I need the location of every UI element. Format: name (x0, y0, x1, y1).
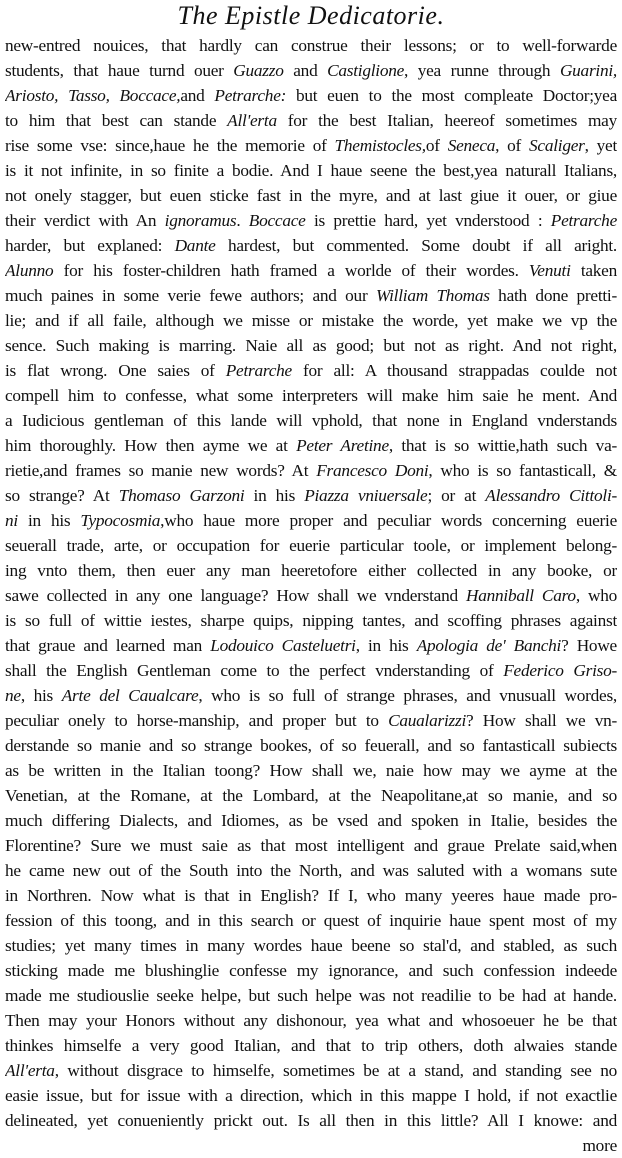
italic-proper-name: Lodouico Casteluetri (210, 636, 356, 655)
text-run: new-entred nouices, that hardly can construe their lessons; or to well-forwarde (5, 36, 617, 55)
italic-proper-name: All'erta (5, 1061, 55, 1080)
text-line (5, 1108, 617, 1133)
italic-proper-name: Apologia de' Banchi (416, 636, 562, 655)
text-run: rise some vse: since,haue he the memorie of (5, 136, 335, 155)
text-run: fession of this toong, and in this search or quest of inquirie haue spent most of my (5, 911, 617, 930)
italic-proper-name: Thomaso Garzoni (118, 486, 245, 505)
text-line (5, 433, 617, 458)
text-run: peculiar onely to horse-manship, and proper but to (5, 711, 389, 730)
text-line (5, 958, 617, 983)
text-line (5, 633, 617, 658)
italic-proper-name: All'erta (227, 111, 277, 130)
text-run: him thoroughly. How then ayme we at (5, 436, 297, 455)
text-line (5, 683, 617, 708)
text-run: for all: A thousand strappadas coulde not (291, 361, 617, 380)
text-run: their verdict with An (5, 211, 165, 230)
italic-proper-name: Boccace (248, 211, 306, 230)
italic-proper-name: Petrarche (225, 361, 292, 380)
text-run: in his (244, 486, 305, 505)
text-run: in his (17, 511, 81, 530)
text-run: much paines in some verie fewe authors; and our (5, 286, 376, 305)
text-line (5, 983, 617, 1008)
text-run: for the best Italian, heereof sometimes may (276, 111, 617, 130)
text-line (5, 133, 617, 158)
text-run: much differing Dialects, and Idiomes, as be vsed and spoken in Italie, besides the (5, 811, 617, 830)
epistle-text-block (5, 33, 617, 1158)
text-run: ; or at (427, 486, 486, 505)
italic-proper-name: ignoramus (164, 211, 237, 230)
text-run: of (425, 136, 448, 155)
text-run: made me studiouslie seeke helpe, but such helpe was not readilie to be had at hande. (5, 986, 617, 1005)
text-run: , who (575, 586, 617, 605)
text-run: sticking made me blushinglie confesse my ignorance, and such confession indeede (5, 961, 617, 980)
text-run: in Northren. Now what is that in English? If I, who many yeeres haue made pro- (5, 886, 617, 905)
text-line (5, 908, 617, 933)
italic-proper-name: Alunno (5, 261, 54, 280)
text-run: , in his (355, 636, 417, 655)
text-run: , yet (584, 136, 617, 155)
text-line (5, 183, 617, 208)
text-run: ? How shall we vn- (466, 711, 617, 730)
text-line (5, 83, 617, 108)
text-line (5, 1083, 617, 1108)
text-run: seuerall trade, arte, or occupation for euerie particular toole, or implement belong- (5, 536, 617, 555)
text-run: Venetian, at the Romane, at the Lombard, at the Neapolitane,at so manie, and so (5, 786, 617, 805)
text-run: , who is so fantasticall, & (428, 461, 617, 480)
italic-proper-name: Petrarche: (214, 86, 287, 105)
text-line (5, 933, 617, 958)
text-line (5, 233, 617, 258)
text-run: Then may your Honors without any dishonour, yea what and whosoeuer he be that (5, 1011, 617, 1030)
text-line (5, 308, 617, 333)
italic-proper-name: Peter Aretine (296, 436, 389, 455)
italic-proper-name: Scaliger (529, 136, 585, 155)
text-line (5, 358, 617, 383)
italic-proper-name: Francesco Doni (316, 461, 429, 480)
text-line (5, 608, 617, 633)
text-run: , that is so wittie,hath such va- (388, 436, 617, 455)
italic-proper-name: Venuti (528, 261, 571, 280)
text-line (5, 858, 617, 883)
text-run: that graue and learned man (5, 636, 211, 655)
text-run: , who is so full of strange phrases, and vnusuall wordes, (198, 686, 617, 705)
text-run: sawe collected in any one language? How shall we vnderstand (5, 586, 466, 605)
text-run: lie; and if all faile, although we misse or mistake the worde, yet make we vp the (5, 311, 617, 330)
italic-proper-name: ne (5, 686, 21, 705)
text-run: and (283, 61, 328, 80)
italic-proper-name: Themistocles, (334, 136, 426, 155)
text-line (5, 833, 617, 858)
text-line (5, 58, 617, 83)
text-run: shall the English Gentleman come to the perfect vnderstanding of (5, 661, 504, 680)
text-line (5, 458, 617, 483)
text-run: , of (495, 136, 530, 155)
italic-proper-name: William Thomas (375, 286, 490, 305)
text-run: is it not infinite, in so finite a bodie. And I haue seene the best,yea naturall Italians, (5, 161, 617, 180)
text-line (5, 108, 617, 133)
text-run: rietie,and frames so manie new words? At (5, 461, 317, 480)
text-line (5, 1058, 617, 1083)
italic-proper-name: Typocosmia (80, 511, 161, 530)
text-run: Florentine? Sure we must saie as that most intelligent and graue Prelate said,when (5, 836, 617, 855)
text-run: he came new out of the South into the North, and was saluted with a womans sute (5, 861, 617, 880)
text-line (5, 583, 617, 608)
text-line (5, 758, 617, 783)
text-run: hardest, but commented. Some doubt if all aright. (215, 236, 617, 255)
text-line (5, 383, 617, 408)
text-run: is flat wrong. One saies of (5, 361, 226, 380)
text-run: ing vnto them, then euer any man heeretofore either collected in any booke, or (5, 561, 617, 580)
italic-proper-name: Guarini, (559, 61, 617, 80)
italic-proper-name: Federico Griso- (503, 661, 617, 680)
text-line (5, 208, 617, 233)
text-run: a Iudicious gentleman of this lande will vphold, that none in England vnderstands (5, 411, 617, 430)
italic-proper-name: Hanniball Caro (465, 586, 576, 605)
text-run: easie issue, but for issue with a direction, which in this mappe I hold, if not exactlie (5, 1086, 617, 1105)
text-line (5, 658, 617, 683)
text-run: compell him to confesse, what some interpreters will make him saie he ment. And (5, 386, 617, 405)
italic-proper-name: Caualarizzi (388, 711, 467, 730)
text-run: ,who haue more proper and peculiar words concerning euerie (160, 511, 617, 530)
text-run: derstande so manie and so strange bookes, of so feuerall, and so fantasticall subiects (5, 736, 617, 755)
text-run: . (236, 211, 249, 230)
text-run: , his (20, 686, 62, 705)
text-run: sence. Such making is marring. Naie all as good; but not as right. And not right, (5, 336, 617, 355)
italic-proper-name: Dante (174, 236, 216, 255)
text-run: but euen to the most compleate Doctor;yea (286, 86, 617, 105)
text-line (5, 733, 617, 758)
text-line (5, 33, 617, 58)
text-run: so strange? At (5, 486, 119, 505)
text-line (5, 533, 617, 558)
text-run: , without disgrace to himselfe, sometimes be at a stand, and standing see no (54, 1061, 617, 1080)
italic-proper-name: Ariosto, Tasso, Boccace, (5, 86, 181, 105)
text-run: taken (570, 261, 617, 280)
italic-proper-name: Seneca (447, 136, 496, 155)
text-run: hath done pretti- (489, 286, 617, 305)
text-run: students, that haue turnd ouer (5, 61, 234, 80)
text-line (5, 883, 617, 908)
text-run: for his foster-children hath framed a worlde of their wordes. (53, 261, 529, 280)
italic-proper-name: Guazzo (233, 61, 284, 80)
text-line (5, 708, 617, 733)
text-line (5, 158, 617, 183)
text-line (5, 333, 617, 358)
text-run: not onely stagger, but euen sticke fast in the myre, and at last giue it ouer, or giue (5, 186, 617, 205)
text-run: is prettie hard, yet vnderstood : (305, 211, 551, 230)
text-run: , yea runne through (404, 61, 560, 80)
text-run: thinkes himselfe a very good Italian, and that to trip others, doth alwaies stande (5, 1036, 617, 1055)
text-run: and (180, 86, 215, 105)
text-run: as be written in the Italian toong? How shall we, naie how may we ayme at the (5, 761, 617, 780)
text-line (5, 1033, 617, 1058)
italic-proper-name: Piazza vniuersale (304, 486, 428, 505)
running-head: The Epistle Dedicatorie. (177, 1, 445, 30)
text-line (5, 558, 617, 583)
text-line (5, 783, 617, 808)
text-line (5, 283, 617, 308)
italic-proper-name: ni (5, 511, 18, 530)
text-run: studies; yet many times in many wordes haue beene so stal'd, and stabled, as such (5, 936, 617, 955)
text-line (5, 508, 617, 533)
catchword: more (582, 1136, 617, 1155)
text-line (5, 408, 617, 433)
text-run: harder, but explaned: (5, 236, 175, 255)
text-line (5, 483, 617, 508)
text-run: ? Howe (561, 636, 617, 655)
text-run: delineated, yet conueniently prickt out. Is all then in this little? All I knowe: and (5, 1111, 617, 1130)
italic-proper-name: Castiglione (327, 61, 405, 80)
text-line (5, 258, 617, 283)
italic-proper-name: Petrarche (550, 211, 617, 230)
italic-proper-name: Arte del Caualcare (61, 686, 199, 705)
text-line (5, 808, 617, 833)
text-run: is so full of wittie iestes, sharpe quips, nipping tantes, and scoffing phrases against (5, 611, 617, 630)
text-line (5, 1008, 617, 1033)
italic-proper-name: Alessandro Cittoli- (485, 486, 617, 505)
text-run: to him that best can stande (5, 111, 228, 130)
